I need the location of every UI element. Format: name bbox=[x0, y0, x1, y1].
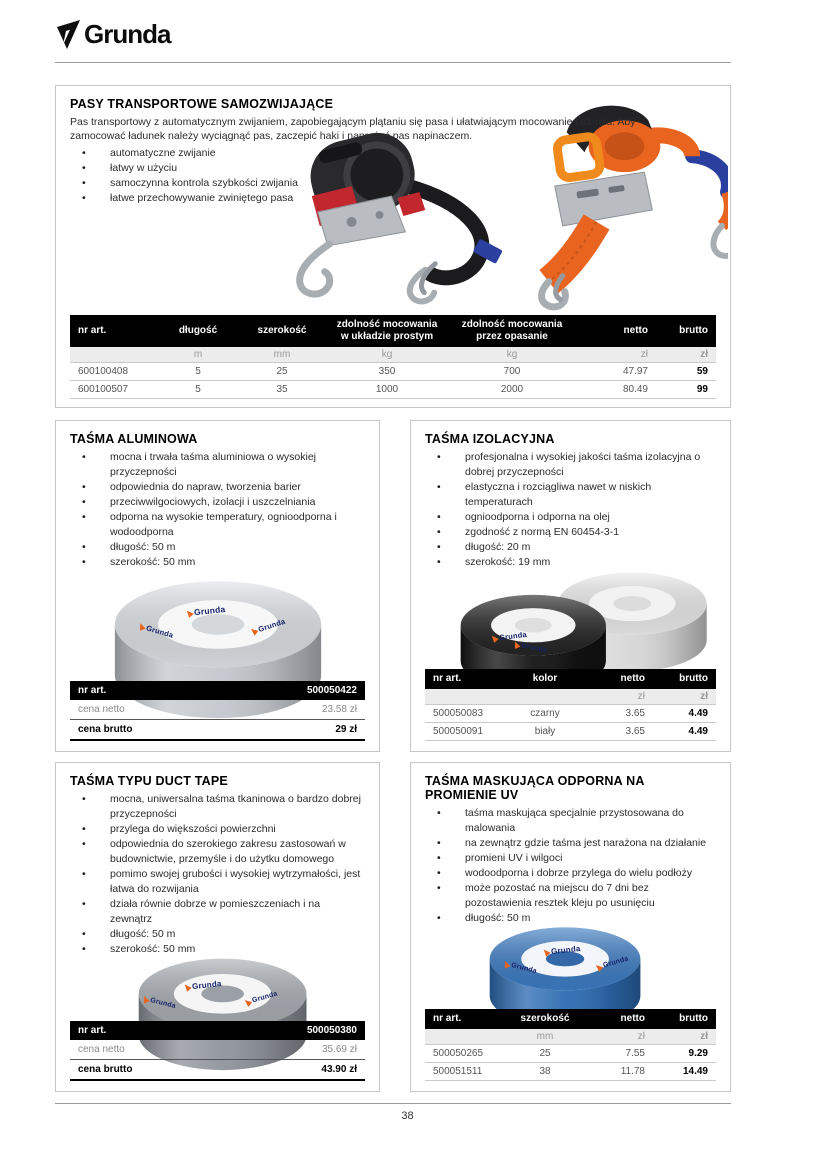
bullet-item: • mocna i trwała taśma aluminiowa o wysokiej przyczepności bbox=[70, 450, 365, 480]
bullet-item: • przeciwwilgociowych, izolacji i uszczelniania bbox=[70, 495, 365, 510]
cell-color: czarny bbox=[507, 705, 583, 723]
bullet-item: • odporna na wysokie temperatury, ognioodporna i wodoodporna bbox=[70, 510, 365, 540]
footer-divider bbox=[55, 1103, 731, 1104]
table-header-row bbox=[70, 315, 716, 347]
unit-cell: zł bbox=[576, 347, 656, 363]
header-divider bbox=[55, 62, 731, 63]
section-insulating-tape bbox=[410, 420, 731, 752]
table-row bbox=[70, 363, 716, 381]
tape-core-label: Grunda bbox=[141, 995, 176, 1010]
bullet-item: • szerokość: 50 mm bbox=[70, 942, 365, 957]
table-row bbox=[425, 1045, 716, 1063]
col-header: brutto bbox=[653, 1009, 716, 1029]
bullet-item: • promieni UV i wilgoci bbox=[425, 851, 716, 866]
cell-capacity-straight: 350 bbox=[326, 363, 448, 381]
straps-price-table bbox=[70, 315, 716, 399]
unit-cell: zł bbox=[656, 347, 716, 363]
cell-capacity-straight: 1000 bbox=[326, 381, 448, 399]
grunda-flag-icon bbox=[137, 622, 145, 631]
section-description: Pas transportowy z automatycznym zwijaniem, zapobiegającym plątaniu się pasa i ułatwiającym mocowanie ładunku. Aby zamocować ładunek należy wyciągnąć pas, zaczepić haki i naprężyć pas napinaczem. bbox=[70, 116, 636, 142]
bullet-item: • ognioodporna i odporna na olej bbox=[425, 510, 716, 525]
bullet-item: • szerokość: 19 mm bbox=[425, 555, 716, 570]
cell-nr-art: 500050083 bbox=[425, 705, 507, 723]
bullet-item: • taśma maskująca specjalnie przystosowana do malowania bbox=[425, 806, 716, 836]
page-number: 38 bbox=[401, 1110, 414, 1122]
unit-cell: mm bbox=[238, 347, 326, 363]
value-cena-brutto: 43.90 zł bbox=[218, 1060, 366, 1081]
col-header: długość bbox=[158, 315, 238, 347]
uv-price-table bbox=[425, 1009, 716, 1081]
bullet-item: • długość: 50 m bbox=[425, 911, 716, 926]
netto-row bbox=[70, 1040, 365, 1060]
col-header: netto bbox=[583, 1009, 653, 1029]
tape-core-label: Grunda bbox=[249, 617, 286, 637]
label-cena-netto: cena netto bbox=[70, 1040, 218, 1060]
cell-netto: 11.78 bbox=[583, 1063, 653, 1081]
bullet-item: • odpowiednia do szerokiego zakresu zastosowań w budownictwie, przemyśle i do użytku domowego bbox=[70, 837, 365, 867]
table-header-row bbox=[425, 1009, 716, 1029]
bullet-item: • długość: 50 m bbox=[70, 927, 365, 942]
unit-cell bbox=[425, 1029, 507, 1045]
netto-row bbox=[70, 700, 365, 720]
value-cena-netto: 35.69 zł bbox=[218, 1040, 366, 1060]
cell-brutto: 59 bbox=[656, 363, 716, 381]
col-header: kolor bbox=[507, 669, 583, 689]
units-row bbox=[70, 347, 716, 363]
section-title: TAŚMA TYPU DUCT TAPE bbox=[70, 774, 228, 788]
bullet-item: • przylega do większości powierzchni bbox=[70, 822, 365, 837]
col-header: nr art. bbox=[425, 669, 507, 689]
tape-core-label: Grunda bbox=[183, 979, 221, 992]
cell-netto: 3.65 bbox=[583, 705, 653, 723]
table-row bbox=[425, 1063, 716, 1081]
section-duct-tape bbox=[55, 762, 380, 1092]
col-header: brutto bbox=[653, 669, 716, 689]
label-cena-brutto: cena brutto bbox=[70, 720, 218, 741]
bullet-item: • długość: 20 m bbox=[425, 540, 716, 555]
cell-length: 5 bbox=[158, 363, 238, 381]
col-header: zdolność mocowania przez opasanie bbox=[448, 315, 576, 347]
unit-cell: zł bbox=[583, 689, 653, 705]
value-cena-netto: 23.58 zł bbox=[218, 700, 366, 720]
col-header: zdolność mocowania w układzie prostym bbox=[326, 315, 448, 347]
cell-brutto: 99 bbox=[656, 381, 716, 399]
brand-logo bbox=[55, 19, 170, 50]
table-row bbox=[425, 705, 716, 723]
cell-netto: 7.55 bbox=[583, 1045, 653, 1063]
insulating-price-table bbox=[425, 669, 716, 741]
cell-netto: 80.49 bbox=[576, 381, 656, 399]
label-cena-brutto: cena brutto bbox=[70, 1060, 218, 1081]
cell-netto: 47.97 bbox=[576, 363, 656, 381]
unit-cell: kg bbox=[326, 347, 448, 363]
cell-nr-art: 500050091 bbox=[425, 723, 507, 741]
bullet-item: • mocna, uniwersalna taśma tkaninowa o bardzo dobrej przyczepności bbox=[70, 792, 365, 822]
section-title: TAŚMA ALUMINOWA bbox=[70, 432, 198, 446]
grunda-flag-icon bbox=[512, 640, 520, 649]
cell-brutto: 14.49 bbox=[653, 1063, 716, 1081]
table-header-row bbox=[70, 681, 365, 700]
bullet-item: • wodoodporna i dobrze przylega do wielu podłoży bbox=[425, 866, 716, 881]
col-header: brutto bbox=[656, 315, 716, 347]
unit-cell: mm bbox=[507, 1029, 583, 1045]
aluminum-price-table bbox=[70, 681, 365, 741]
cell-width: 35 bbox=[238, 381, 326, 399]
tape-core-label: Grunda bbox=[594, 955, 629, 971]
unit-cell bbox=[425, 689, 507, 705]
label-nr-art: nr art. bbox=[70, 681, 218, 700]
tape-core-label: Grunda bbox=[502, 960, 537, 975]
cell-length: 5 bbox=[158, 381, 238, 399]
cell-width: 25 bbox=[507, 1045, 583, 1063]
table-row bbox=[425, 723, 716, 741]
feature-list bbox=[70, 792, 365, 957]
label-cena-netto: cena netto bbox=[70, 700, 218, 720]
tape-core-label: Grunda bbox=[137, 621, 174, 640]
bullet-item: • działa równie dobrze w pomieszczeniach i na zewnątrz bbox=[70, 897, 365, 927]
tape-core-label: Grunda bbox=[542, 944, 580, 957]
value-cena-brutto: 29 zł bbox=[218, 720, 366, 741]
bullet-item: • łatwy w użyciu bbox=[70, 161, 716, 176]
brutto-row bbox=[70, 1060, 365, 1081]
cell-color: biały bbox=[507, 723, 583, 741]
unit-cell: zł bbox=[653, 689, 716, 705]
section-transport-straps bbox=[55, 85, 731, 408]
cell-brutto: 4.49 bbox=[653, 723, 716, 741]
cell-nr-art: 500051511 bbox=[425, 1063, 507, 1081]
section-title: TAŚMA MASKUJĄCA ODPORNA NA PROMIENIE UV bbox=[425, 774, 645, 802]
col-header: netto bbox=[576, 315, 656, 347]
cell-width: 38 bbox=[507, 1063, 583, 1081]
unit-cell: kg bbox=[448, 347, 576, 363]
bullet-item: • może pozostać na miejscu do 7 dni bez pozostawienia resztek kleju po usunięciu bbox=[425, 881, 716, 911]
units-row bbox=[425, 689, 716, 705]
cell-capacity-loop: 700 bbox=[448, 363, 576, 381]
table-header-row bbox=[425, 669, 716, 689]
col-header: netto bbox=[583, 669, 653, 689]
bullet-item: • pomimo swojej grubości i wysokiej wytrzymałości, jest łatwa do rozwijania bbox=[70, 867, 365, 897]
tape-core-label: Grunda bbox=[185, 604, 225, 618]
brand-name: Grunda bbox=[84, 19, 171, 49]
cell-nr-art: 600100507 bbox=[70, 381, 158, 399]
section-uv-masking-tape bbox=[410, 762, 731, 1092]
bullet-item: • odpowiednia do napraw, tworzenia barier bbox=[70, 480, 365, 495]
feature-list bbox=[425, 450, 716, 570]
col-header: nr art. bbox=[70, 315, 158, 347]
bullet-item: • zgodność z normą EN 60454-3-1 bbox=[425, 525, 716, 540]
section-title: TAŚMA IZOLACYJNA bbox=[425, 432, 555, 446]
cell-brutto: 9.29 bbox=[653, 1045, 716, 1063]
value-nr-art: 500050380 bbox=[218, 1021, 366, 1040]
feature-list bbox=[70, 450, 365, 570]
tape-core-label: Grunda bbox=[491, 630, 528, 643]
table-row bbox=[70, 381, 716, 399]
unit-cell: zł bbox=[653, 1029, 716, 1045]
section-aluminum-tape bbox=[55, 420, 380, 752]
unit-cell: zł bbox=[583, 1029, 653, 1045]
bullet-item: • długość: 50 m bbox=[70, 540, 365, 555]
tape-core-label: Grunda bbox=[513, 641, 548, 655]
cell-nr-art: 600100408 bbox=[70, 363, 158, 381]
bullet-item: • samoczynna kontrola szybkości zwijania bbox=[70, 176, 716, 191]
bullet-item: • profesjonalna i wysokiej jakości taśma izolacyjna o dobrej przyczepności bbox=[425, 450, 716, 480]
label-nr-art: nr art. bbox=[70, 1021, 218, 1040]
grunda-flag-icon bbox=[490, 634, 499, 643]
value-nr-art: 500050422 bbox=[218, 681, 366, 700]
feature-list bbox=[425, 806, 716, 926]
bullet-item: • szerokość: 50 mm bbox=[70, 555, 365, 570]
units-row bbox=[425, 1029, 716, 1045]
brutto-row bbox=[70, 720, 365, 741]
unit-cell bbox=[507, 689, 583, 705]
cell-brutto: 4.49 bbox=[653, 705, 716, 723]
brand-sail-icon bbox=[55, 20, 81, 50]
bullet-item: • na zewnątrz gdzie taśma jest narażona na działanie bbox=[425, 836, 716, 851]
bullet-item: • łatwe przechowywanie zwiniętego pasa bbox=[70, 191, 716, 206]
unit-cell bbox=[70, 347, 158, 363]
section-title: PASY TRANSPORTOWE SAMOZWIJAJĄCE bbox=[70, 97, 334, 111]
bullet-item: • automatyczne zwijanie bbox=[70, 146, 716, 161]
col-header: szerokość bbox=[507, 1009, 583, 1029]
cell-netto: 3.65 bbox=[583, 723, 653, 741]
cell-nr-art: 500050265 bbox=[425, 1045, 507, 1063]
duct-price-table bbox=[70, 1021, 365, 1081]
feature-list bbox=[70, 146, 716, 206]
bullet-item: • elastyczna i rozciągliwa nawet w niskich temperaturach bbox=[425, 480, 716, 510]
unit-cell: m bbox=[158, 347, 238, 363]
col-header: szerokość bbox=[238, 315, 326, 347]
tape-core-label: Grunda bbox=[243, 990, 278, 1006]
cell-capacity-loop: 2000 bbox=[448, 381, 576, 399]
col-header: nr art. bbox=[425, 1009, 507, 1029]
cell-width: 25 bbox=[238, 363, 326, 381]
table-header-row bbox=[70, 1021, 365, 1040]
